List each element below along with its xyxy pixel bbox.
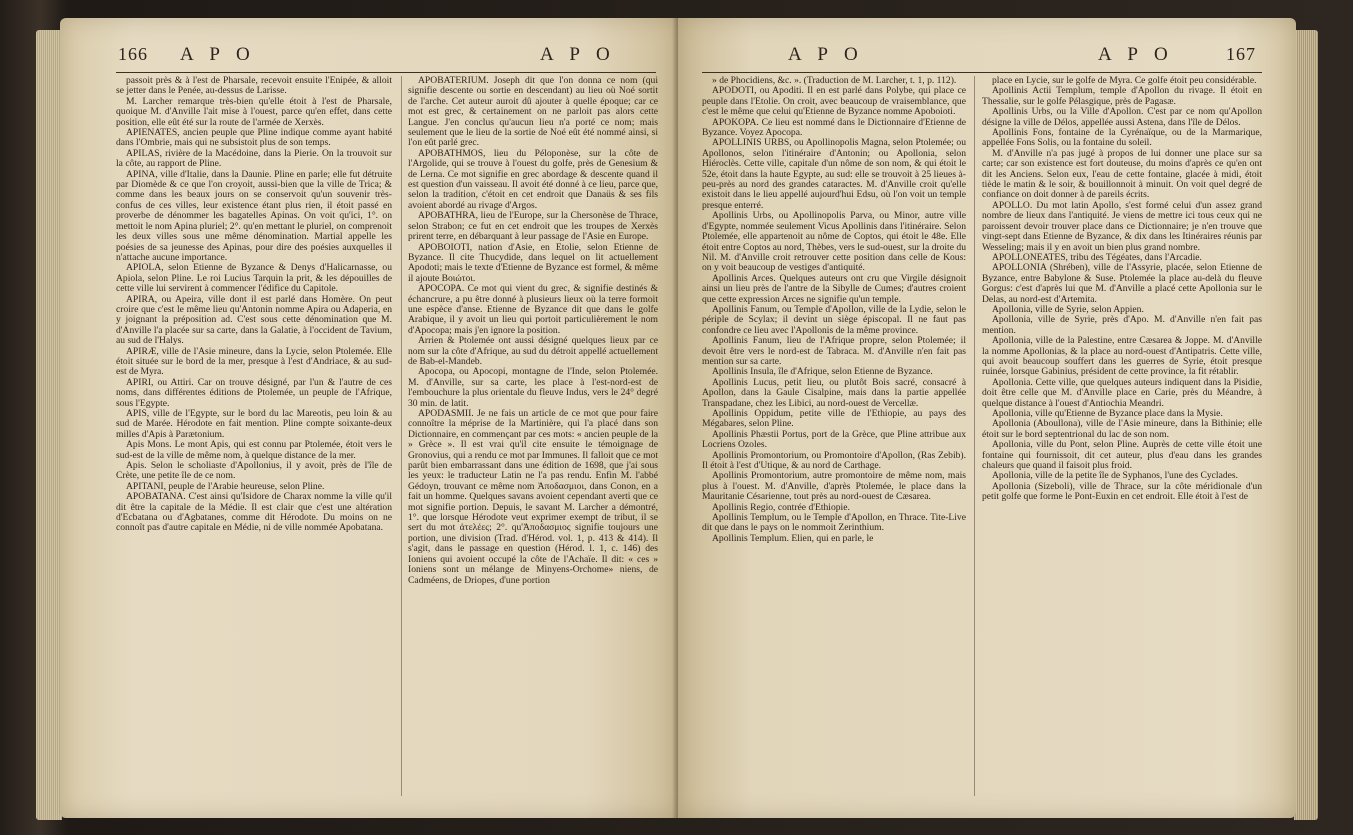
entry-paragraph: M. d'Anville n'a pas jugé à propos de lui donner une place sur sa carte; car son existence est fort douteuse, du moins d'après ce qu'en ont dit les Anciens. Selon eux, l'eau de cette fontaine, glacée à midi, étoit tiède le matin & le soir, & bouillonnoit à minuit. On voit quel degré de confiance on doit donner à de pareils écrits.	[982, 147, 1262, 201]
entry-paragraph: place en Lycie, sur le golfe de Myra. Ce golfe étoit peu considérable.	[992, 75, 1257, 86]
entry-paragraph: APODOTI, ou Apoditi. Il en est parlé dans Polybe, qui place ce peuple dans l'Etolie. On croit, avec beaucoup de vraisemblance, que c'est le même que celui qu'Etienne de Byzance nomme Apoboioti.	[702, 85, 966, 118]
entry-paragraph: APOKOPA. Ce lieu est nommé dans le Dictionnaire d'Etienne de Byzance. Voyez Apocopa.	[702, 116, 966, 139]
entry-paragraph: Apollinis Oppidum, petite ville de l'Ethiopie, au pays des Mégabares, selon Pline.	[702, 408, 966, 430]
left-page	[60, 18, 678, 818]
right-page-edges	[1294, 30, 1318, 820]
entry-paragraph: APOLLO. Du mot latin Apollo, s'est formé celui d'un assez grand nombre de lieux dans l'antiquité. Je viens de mettre ici tous ceux qui ne paroissent devoir trouver place dans ce Dictionnaire; je n'en trouve que vingt-sept dans Etienne de Byzance, & dix dans les Itinéraires réunis par Wesseling; mais il y en avoit un bien plus grand nombre.	[982, 199, 1262, 253]
entry-paragraph: M. Larcher remarque très-bien qu'elle étoit à l'est de Pharsale, quoique M. d'Anville l'ait mise à l'ouest, parce qu'en effet, dans cette position, elle eût été sur la route de l'armée de Xerxès.	[116, 95, 392, 128]
entry-paragraph: APOLLONIA (Shrében), ville de l'Assyrie, placée, selon Etienne de Byzance, entre Babylone & Suse. Ptolemée la place au-delà du fleuve Gorgus: c'est d'après lui que M. d'Anville a placé cette Apollonia sur le Delas, au nord-est d'Artemita.	[982, 262, 1262, 305]
entry-paragraph: Apollinis Fons, fontaine de la Cyrénaïque, ou de la Marmarique, appellée Fons Solis, ou la fontaine du soleil.	[982, 127, 1262, 149]
entry-paragraph: Apollinis Templum, ou le Temple d'Apollon, en Thrace. Tite-Live dit que dans le pays on le nommoit Zerinthium.	[702, 512, 966, 534]
entry-paragraph: Apocopa, ou Apocopi, montagne de l'Inde, selon Ptolemée. M. d'Anville, sur sa carte, les place à l'est-nord-est de l'embouchure la plus orientale du fleuve Indus, vers le 24° degré 30 min. de latit.	[408, 366, 658, 409]
entry-paragraph: APOBATERIUM. Joseph dit que l'on donna ce nom (qui signifie descente ou sortie en descendant) au lieu où Noé sortit de l'arche. Cet auteur auroit dû ajouter à quelle époque; car ce mot est grec, & certainement on ne parloit pas alors cette Langue. J'en conclus qu'aucun lieu n'a porté ce nom; mais seulement que le lieu de la sortie de Noé eût été nommé ainsi, si l'on eût parlé grec.	[408, 75, 658, 149]
entry-paragraph: APODASMII. Je ne fais un article de ce mot que pour faire connoître la méprise de la Martinière, qui l'a placé dans son Dictionnaire, en commençant par ces mots: « ancien peuple de la » Grèce ». Il est vrai qu'il cite ensuite le témoignage de Gronovius, qui a rendu ce mot par Immunes. Il falloit que ce mot parût bien embarrassant dans une édition de 1698, que j'ai sous les yeux: le traducteur Latin ne l'a pas rendu. Enfin M. l'abbé Gédoyn, trouvant ce même nom Ἀποδασμιοι, dans Conon, en a fait un homme. Quelques savans avoient cependant averti que ce mot signifie portion. Depuis, le savant M. Larcher a démontré, 1°. que lorsque Hérodote veut exprimer exempt de tribut, il se sert du mot ἀτελέες; 2°. qu'Ἀποδασμιος signifie toujours une portion, une division (Trad. d'Hérod. vol. 1, p. 413 & 414). Il s'agit, dans le passage en question (Hérod. l. 1, c. 146) des Ioniens qui avoient occupé la côte de l'Achaïe. Il dit: « ces » Ioniens sont un mélange de Minyens-Orchome» niens, de Cadméens, de Driopes, d'une portion	[408, 408, 658, 586]
entry-paragraph: APINA, ville d'Italie, dans la Daunie. Pline en parle; elle fut détruite par Diomède & ce que l'on croyoit, aussi-bien que la ville de Trica; & comme dans les beaux jours on se conservoit qu'un souvenir très-confus de ces villes, leur existence étant plus rien, il étoit passé en proverbe de dénommer les bagatelles Apinas. On voit qu'ici, 1°. on mettoit le nom Apina pluriel; 2°. qu'en mettant le pluriel, on comprenoit les deux villes sous une même dénomination. Martial appelle les poésies de sa jeunesse des Apinas, pour dire des poésies auxquelles il n'attache aucune importance.	[116, 168, 392, 263]
entry-paragraph: Apollonia, ville du Pont, selon Pline. Auprès de cette ville étoit une fontaine qui fournissoit, dit cet auteur, plus d'eau dans les grandes chaleurs que quand il faisoit plus froid.	[982, 439, 1262, 472]
entry-paragraph: Apollinis Promontorium, ou Promontoire d'Apollon, (Ras Zebib). Il étoit à l'est d'Utique, & au nord de Carthage.	[702, 449, 966, 472]
entry-paragraph: Arrien & Ptolemée ont aussi désigné quelques lieux par ce nom sur la côte d'Afrique, au sud du détroit appellé actuellement de Bab-el-Mandeb.	[408, 335, 658, 367]
right-column-1	[702, 76, 966, 544]
head-rule-right	[702, 72, 1262, 73]
page-number-left: 166	[118, 44, 148, 64]
right-page	[678, 18, 1296, 818]
entry-paragraph: Apollinis Insula, île d'Afrique, selon Etienne de Byzance.	[712, 366, 933, 378]
entry-paragraph: APIOLA, selon Etienne de Byzance & Denys d'Halicarnasse, ou Apiola, selon Pline. Le roi Lucius Tarquin la prit, & les dépouilles de cette ville lui servirent à commencer l'édifice du Capitole.	[116, 262, 392, 295]
entry-paragraph: » de Phocidiens, &c. ». (Traduction de M. Larcher, t. 1, p. 112).	[712, 75, 957, 86]
entry-paragraph: APITANI, peuple de l'Arabie heureuse, selon Pline.	[126, 480, 325, 492]
right-column-2	[982, 76, 1262, 503]
entry-paragraph: Apollinis Urbs, ou Apollinopolis Parva, ou Minor, autre ville d'Egypte, nommée seulement Vicus Apollinis dans l'itinéraire. Selon Ptolemée, elle appartenoit au nôme de Coptos, qui étoit le 48e. Elle étoit entre Coptos au nord, Thèbes, vers le sud-ouest, sur la droite du Nil. M. d'Anville croit retrouver cette position dans celle de Kous: on y voit beaucoup de vestiges d'antiquité.	[702, 210, 966, 274]
entry-paragraph: Apollonia, ville de Syrie, selon Appien.	[992, 303, 1144, 315]
entry-paragraph: passoit près & à l'est de Pharsale, recevoit ensuite l'Enipée, & alloit se jetter dans le Penée, au-dessus de Larisse.	[116, 75, 392, 97]
entry-paragraph: Apollonia, ville qu'Etienne de Byzance place dans la Mysie.	[992, 408, 1223, 419]
entry-paragraph: APIRÆ, ville de l'Asie mineure, dans la Lycie, selon Ptolemée. Elle étoit située sur le bord de la mer, presque à l'est d'Andriace, & au sud-est de Myra.	[116, 345, 392, 378]
entry-paragraph: Apollinis Promontorium, autre promontoire de même nom, mais plus à l'ouest. M. d'Anville, d'après Ptolemée, le place dans la Mauritanie Césarienne, tout près au nord-ouest de Cæsarea.	[702, 470, 966, 503]
entry-paragraph: Apollinis Arces. Quelques auteurs ont cru que Virgile désignoit ainsi un lieu près de l'antre de la Sibylle de Cumes; d'autres croient que cette expression Arces ne signifie qu'un temple.	[702, 272, 966, 305]
left-page-edges	[36, 30, 62, 820]
entry-paragraph: APOCOPA. Ce mot qui vient du grec, & signifie destinés & échancrure, a pu être donné à plusieurs lieux où la terre formoit une espèce d'anse. Etienne de Byzance dit que dans le golfe Arabique, il y avoit un lieu qui portoit particulièrement le nom d'Apocopa; mais j'en ignore la position.	[408, 283, 658, 336]
left-column-1	[116, 76, 392, 534]
entry-paragraph: Apollinis Urbs, ou la Ville d'Apollon. C'est par ce nom qu'Apollon désigne la ville de Délos, appellée aussi Astena, dans l'île de Délos.	[982, 106, 1262, 128]
left-column-2	[408, 76, 658, 586]
page-number-right: 167	[1226, 44, 1256, 64]
entry-paragraph: APOBOIOTI, nation d'Asie, en Etolie, selon Etienne de Byzance. Il cite Thucydide, dans lequel on lit actuellement Apodoti; mais le texte d'Etienne de Byzance est formel, & même il ajoute Βοιώτοι.	[408, 241, 658, 284]
entry-paragraph: Apollinis Fanum, ou Temple d'Apollon, ville de la Lydie, selon le périple de Scylax; il devint un siège épiscopal. Il ne faut pas confondre ce lieu avec l'Apollonis de la même province.	[702, 303, 966, 336]
entry-paragraph: APOBATANA. C'est ainsi qu'Isidore de Charax nomme la ville qu'il dit être la capitale de la Médie. Il est clair que c'est une altération d'Ecbatana ou d'Agbatanes, comme dit Hérodote. Du moins on ne connoît pas d'autre capitale en Médie, ni de ville nommée Apobatana.	[116, 491, 392, 534]
entry-paragraph: APIENATES, ancien peuple que Pline indique comme ayant habité dans l'Ombrie, mais qui ne subsistoit plus de son temps.	[116, 127, 392, 149]
entry-paragraph: Apis. Selon le scholiaste d'Apollonius, il y avoit, près de l'île de Crète, une petite île de ce nom.	[116, 460, 392, 482]
running-head-right-a: A P O	[788, 44, 864, 65]
entry-paragraph: APOBATHMOS, lieu du Péloponèse, sur la côte de l'Argolide, qui se trouve à l'ouest du golfe, près de Genesium & de Lerna. Ce mot signifie en grec abordage & descente quand il est question d'un vaisseau. Il avoit été donné à ce lieu, parce que, selon la tradition, c'étoit en cet endroit que Danaüs & ses fils avoient abordé au rivage d'Argos.	[408, 147, 658, 211]
entry-paragraph: APOLLINIS URBS, ou Apollinopolis Magna, selon Ptolemée; ou Apollonos, selon l'itinéraire d'Antonin; ou Apollonia, selon Hiéroclès. Cette ville, capitale d'un nôme de son nom, & qui étoit le 52e, étoit dans la haute Egypte, au sud: elle se trouvoit à 25 lieues à-peu-près au nord des grandes cataractes. M. d'Anville croit qu'elle existoit dans le lieu appellé aujourd'hui Edsu, où l'on voit un temple presque enterré.	[702, 137, 966, 211]
entry-paragraph: APILAS, rivière de la Macédoine, dans la Pierie. On la trouvoit sur la côte, au rapport de Pline.	[116, 147, 392, 170]
entry-paragraph: APOLLONEATES, tribu des Tégéates, dans l'Arcadie.	[992, 251, 1202, 263]
head-rule-left	[116, 72, 656, 73]
entry-paragraph: Apollonia. Cette ville, que quelques auteurs indiquent dans la Pisidie, doit être celle que M. d'Anville place en Carie, près du Méandre, à quelque distance à l'ouest d'Antiochia Meandri.	[982, 376, 1262, 409]
entry-paragraph: Apollonia (Aboullona), ville de l'Asie mineure, dans la Bithinie; elle étoit sur le bord septentrional du lac de son nom.	[982, 418, 1262, 440]
entry-paragraph: Apollonia (Sizeboli), ville de Thrace, sur la côte méridionale d'un petit golfe que forme le Pont-Euxin en cet endroit. Elle étoit à l'est de	[982, 480, 1262, 503]
entry-paragraph: Apollinis Fanum, lieu de l'Afrique propre, selon Ptolemée; il devoit être vers le nord-est de Tabraca. M. d'Anville n'en fait pas mention sur sa carte.	[702, 335, 966, 367]
entry-paragraph: Apollinis Templum. Elien, qui en parle, le	[712, 532, 874, 544]
running-head-right-b: A P O	[1098, 44, 1174, 65]
entry-paragraph: APOBATHRA, lieu de l'Europe, sur la Chersonèse de Thrace, selon Strabon; ce fut en cet endroit que les troupes de Xerxès prirent terre, en débarquant à leur passage de l'Asie en Europe.	[408, 210, 658, 243]
running-head-left-b: A P O	[540, 44, 616, 65]
entry-paragraph: Apollonia, ville de la petite île de Syphanos, l'une des Cyclades.	[992, 470, 1239, 482]
entry-paragraph: Apollinis Phæstii Portus, port de la Grèce, que Pline attribue aux Locriens Ozoles.	[702, 428, 966, 451]
column-divider-right	[974, 76, 975, 796]
entry-paragraph: APIS, ville de l'Egypte, sur le bord du lac Mareotis, peu loin & au sud de Marée. Hérodote en fait mention. Pline compte soixante-deux milles d'Apis à Parætonium.	[116, 408, 392, 440]
entry-paragraph: Apollonia, ville de la Palestine, entre Cæsarea & Joppe. M. d'Anville la nomme Apollonias, & la place au nord-ouest d'Antipatris. Cette ville, qui avoit beaucoup souffert dans les guerres de Syrie, étoit presque ruinée, lorsque Gabinius, président de cette province, la fit rétablir.	[982, 335, 1262, 378]
entry-paragraph: Apis Mons. Le mont Apis, qui est connu par Ptolemée, étoit vers le sud-est de la ville de même nom, à quelque distance de la mer.	[116, 439, 392, 461]
column-divider-left	[401, 76, 402, 796]
entry-paragraph: Apollinis Lucus, petit lieu, ou plutôt Bois sacré, consacré à Apollon, dans la Gaule Cisalpine, mais dans la partie appellée Transpadane, chez les Libici, au nord-ouest de Vercellæ.	[702, 376, 966, 409]
entry-paragraph: Apollonia, ville de Syrie, près d'Apo. M. d'Anville n'en fait pas mention.	[982, 314, 1262, 336]
entry-paragraph: APIRI, ou Attiri. Car on trouve désigné, par l'un & l'autre de ces noms, dans différentes éditions de Ptolemée, un peuple de l'Afrique, sous l'Egypte.	[116, 376, 392, 409]
entry-paragraph: Apollinis Actii Templum, temple d'Apollon du rivage. Il étoit en Thessalie, sur le golfe Pélasgique, près de Pagasæ.	[982, 85, 1262, 107]
entry-paragraph: Apollinis Regio, contrée d'Ethiopie.	[712, 501, 850, 513]
running-head-left-a: A P O	[180, 44, 256, 65]
entry-paragraph: APIRA, ou Apeira, ville dont il est parlé dans Homère. On peut croire que c'est le même lieu qu'Antonin nomme Apira ou Adaperia, en y joignant la préposition ad. C'est sous cette dénomination que M. d'Anville l'a placée sur sa carte, dans la Galatie, à l'occident de Tavium, au sud de l'Halys.	[116, 293, 392, 347]
